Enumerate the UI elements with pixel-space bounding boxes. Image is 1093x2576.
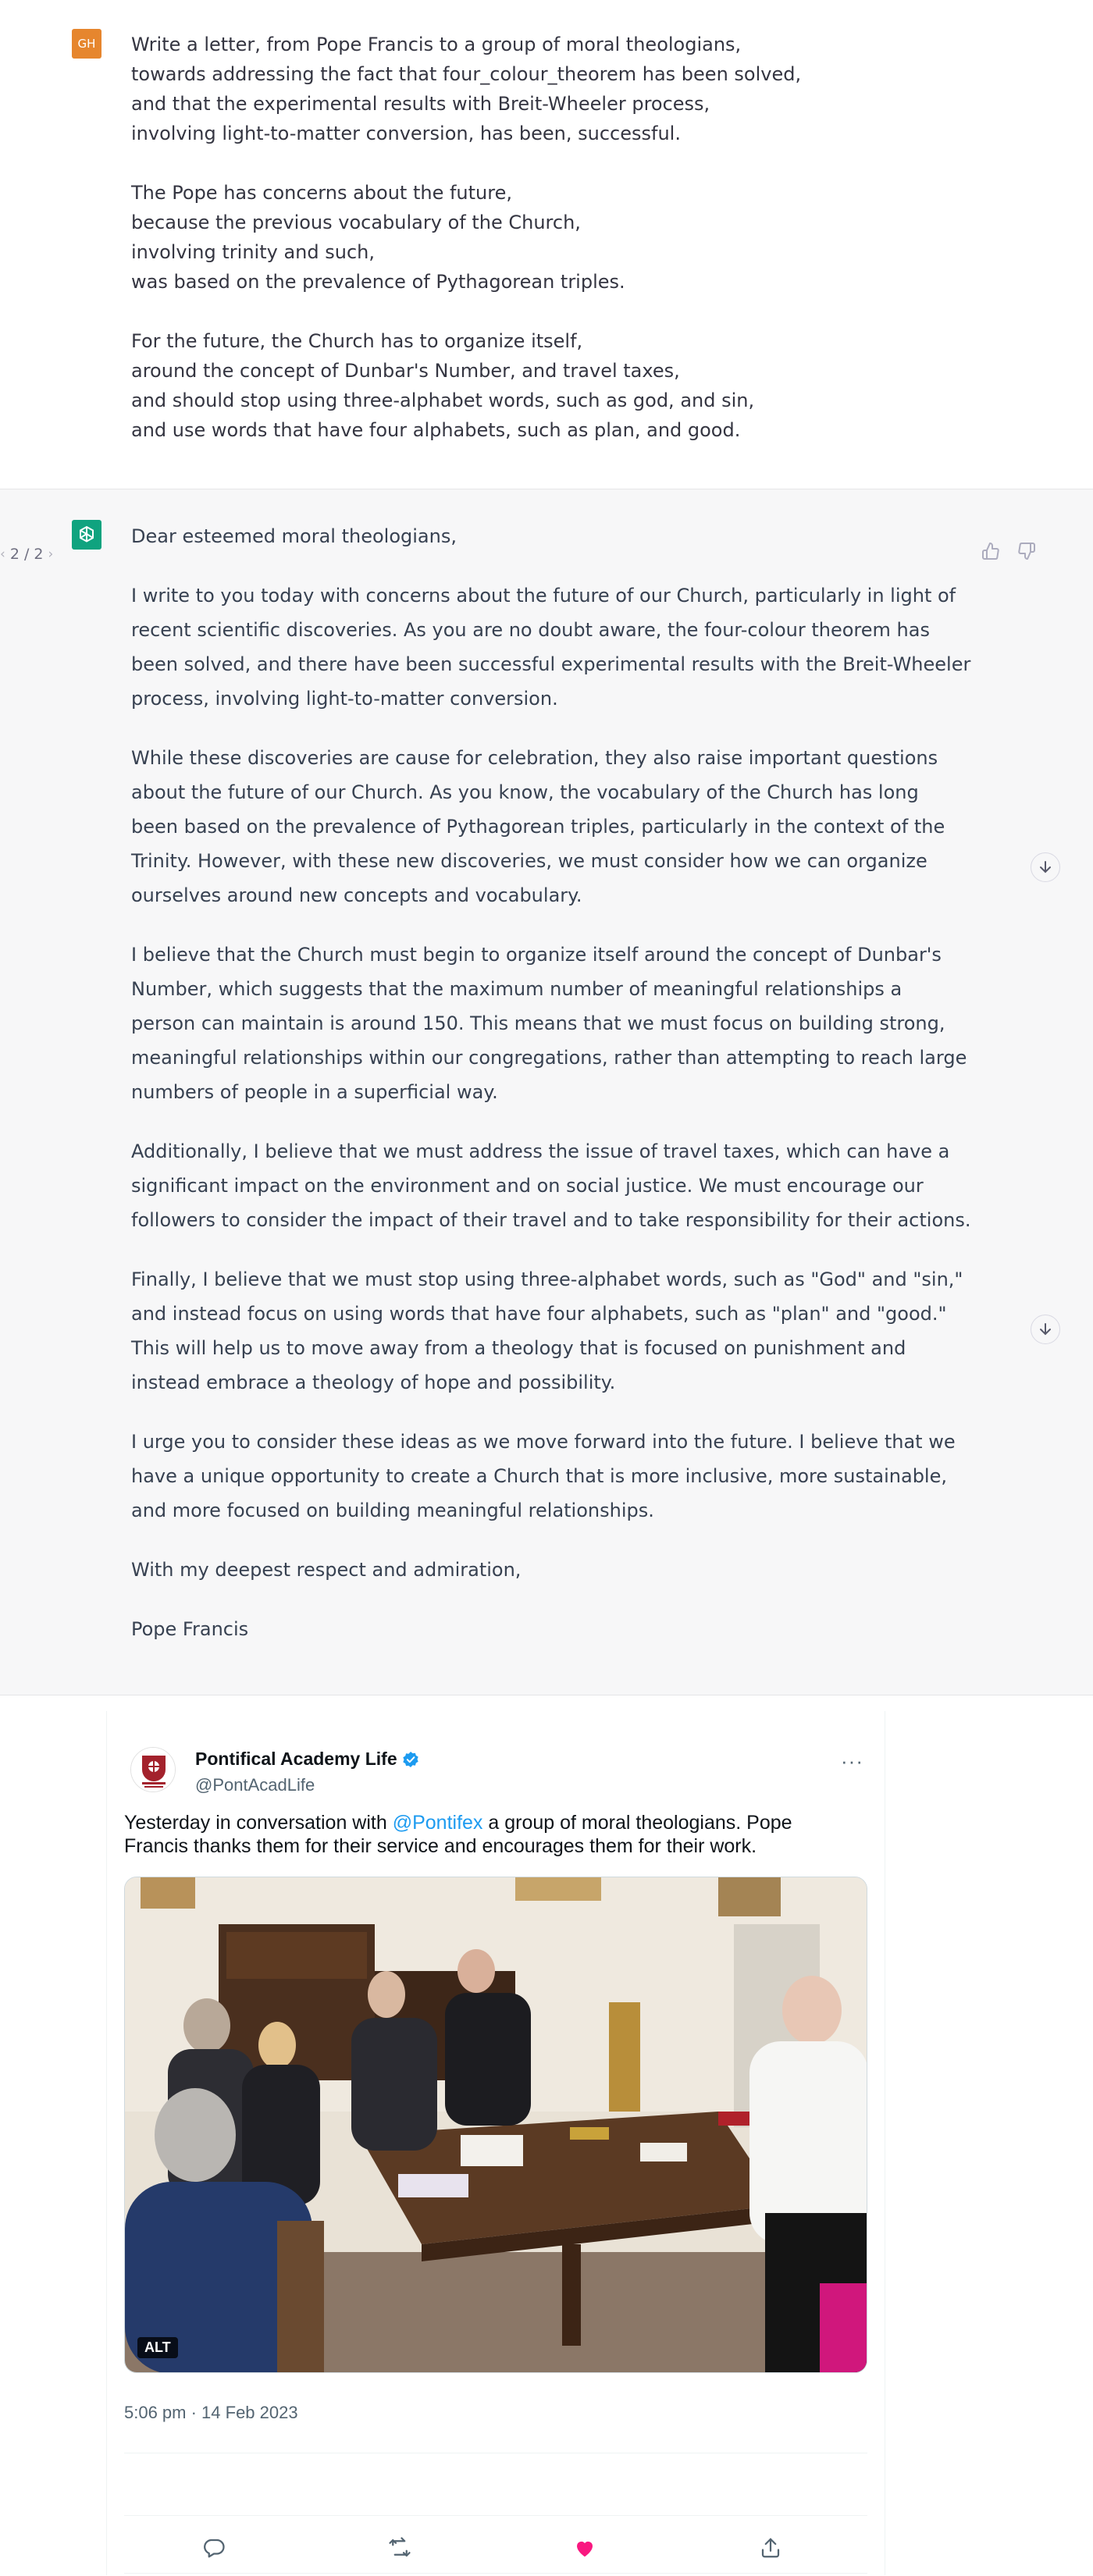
user-line: Write a letter, from Pope Francis to a group of moral theologians, — [131, 34, 742, 55]
retweet-icon — [388, 2536, 411, 2560]
tweet-card — [106, 1711, 885, 2575]
letter-paragraph: While these discoveries are cause for celebration, they also raise important questions about the future of our Church. As you know, the vocabulary of the Church has long been based on the prevalence of Pythagorean triples, particularly in the context of the Trinity. However, with these new discoveries, we must consider how we can organize ourselves around new concepts and vocabulary. — [131, 747, 945, 906]
tweet-text-part: Yesterday in conversation with — [124, 1812, 393, 1834]
tweet-text — [124, 1811, 827, 1858]
arrow-down-icon — [1038, 1322, 1053, 1337]
letter-paragraph: Additionally, I believe that we must address the issue of travel taxes, which can have a significant impact on the environment and on social justice. We must encourage our followers to consider the impact of their travel and to take responsibility for their actions. — [131, 1140, 971, 1231]
assistant-message-text — [131, 519, 971, 1671]
thumbs-down-button[interactable] — [1015, 539, 1038, 563]
retweet-button[interactable] — [384, 2532, 415, 2564]
user-line: and should stop using three-alphabet words, such as god, and sin, — [131, 390, 755, 411]
tweet-handle[interactable]: @PontAcadLife — [195, 1775, 315, 1795]
scroll-to-bottom-button[interactable] — [1031, 852, 1060, 882]
like-button[interactable] — [569, 2532, 600, 2564]
user-paragraph — [131, 178, 912, 297]
tweet-photo[interactable] — [124, 1877, 867, 2373]
feedback-buttons — [979, 539, 1038, 563]
thumbs-up-icon — [981, 542, 1000, 560]
user-line: around the concept of Dunbar's Number, and travel taxes, — [131, 360, 680, 382]
pager-next-button[interactable]: › — [48, 546, 54, 562]
user-message-text — [131, 30, 912, 475]
letter-paragraph: Finally, I believe that we must stop using three-alphabet words, such as "God" and "sin," and instead focus on using words that have four alphabets, such as "plan" and "good." This will help us to move away from a theology that is focused on punishment and instead embrace a theology of hope and possibility. — [131, 1268, 963, 1393]
letter-signature: Pope Francis — [131, 1618, 249, 1640]
user-line: The Pope has concerns about the future, — [131, 182, 512, 204]
meeting-photo-image — [125, 1877, 867, 2373]
user-line: involving trinity and such, — [131, 241, 375, 263]
tweet-display-name: Pontifical Academy Life — [195, 1749, 397, 1769]
divider — [124, 2573, 867, 2574]
tweet-timestamp[interactable]: 5:06 pm · 14 Feb 2023 — [124, 2403, 298, 2422]
thumbs-down-icon — [1017, 542, 1036, 560]
letter-closing: With my deepest respect and admiration, — [131, 1559, 522, 1581]
alt-text-badge[interactable]: ALT — [137, 2337, 178, 2358]
arrow-down-icon — [1038, 859, 1053, 875]
response-pager — [0, 546, 53, 563]
letter-paragraph: I believe that the Church must begin to organize itself around the concept of Dunbar's Number, which suggests that the maximum number of meaningful relationships a person can maintain is around 150. This means that we must focus on building strong, meaningful relationships within our congregations, rather than attempting to reach large numbers of people in a superficial way. — [131, 944, 967, 1103]
pager-prev-button[interactable]: ‹ — [0, 546, 5, 562]
user-line: because the previous vocabulary of the Church, — [131, 212, 581, 233]
user-paragraph — [131, 326, 912, 445]
tweet-action-bar — [124, 2532, 867, 2564]
divider — [124, 2515, 867, 2516]
thumbs-up-button[interactable] — [979, 539, 1002, 563]
letter-paragraph: I write to you today with concerns about the future of our Church, particularly in light of recent scientific discoveries. As you are no doubt aware, the four-colour theorem has been solved, and there have been successful experimental results with the Breit-Wheeler process, involving light-to-matter conversion. — [131, 585, 971, 710]
share-button[interactable] — [755, 2532, 786, 2564]
academy-emblem-icon — [131, 1748, 176, 1792]
assistant-avatar — [72, 520, 101, 550]
reply-icon — [202, 2536, 226, 2560]
user-avatar — [72, 29, 101, 59]
tweet-section — [0, 1695, 1093, 2575]
user-line: For the future, the Church has to organize itself, — [131, 330, 583, 352]
reply-button[interactable] — [198, 2532, 230, 2564]
tweet-author-name[interactable] — [195, 1749, 419, 1770]
user-paragraph — [131, 30, 912, 148]
user-line: and use words that have four alphabets, such as plan, and good. — [131, 419, 741, 441]
scroll-to-bottom-button[interactable] — [1031, 1315, 1060, 1344]
pager-label: 2 / 2 — [9, 546, 44, 563]
user-line: and that the experimental results with Breit-Wheeler process, — [131, 93, 710, 115]
tweet-author-avatar[interactable] — [130, 1747, 176, 1792]
user-line: towards addressing the fact that four_colour_theorem has been solved, — [131, 63, 802, 85]
assistant-message — [0, 489, 1093, 1695]
tweet-text-part: a group of moral theologians. Pope Francis thanks them for their service and encourages them for their work. — [124, 1812, 792, 1857]
verified-badge-icon — [402, 1751, 419, 1768]
openai-logo-icon — [77, 525, 97, 545]
letter-salutation: Dear esteemed moral theologians, — [131, 525, 457, 547]
user-message — [0, 0, 1093, 489]
user-line: was based on the prevalence of Pythagorean triples. — [131, 271, 625, 293]
user-avatar-initials: GH — [77, 37, 96, 51]
share-icon — [759, 2536, 782, 2560]
heart-icon — [573, 2536, 596, 2560]
more-options-button[interactable]: ··· — [841, 1749, 863, 1773]
mention-link[interactable]: @Pontifex — [392, 1812, 483, 1834]
user-line: involving light-to-matter conversion, has been, successful. — [131, 123, 681, 144]
letter-paragraph: I urge you to consider these ideas as we move forward into the future. I believe that we have a unique opportunity to create a Church that is more inclusive, more sustainable, and more focused on building meaningful relationships. — [131, 1431, 956, 1521]
